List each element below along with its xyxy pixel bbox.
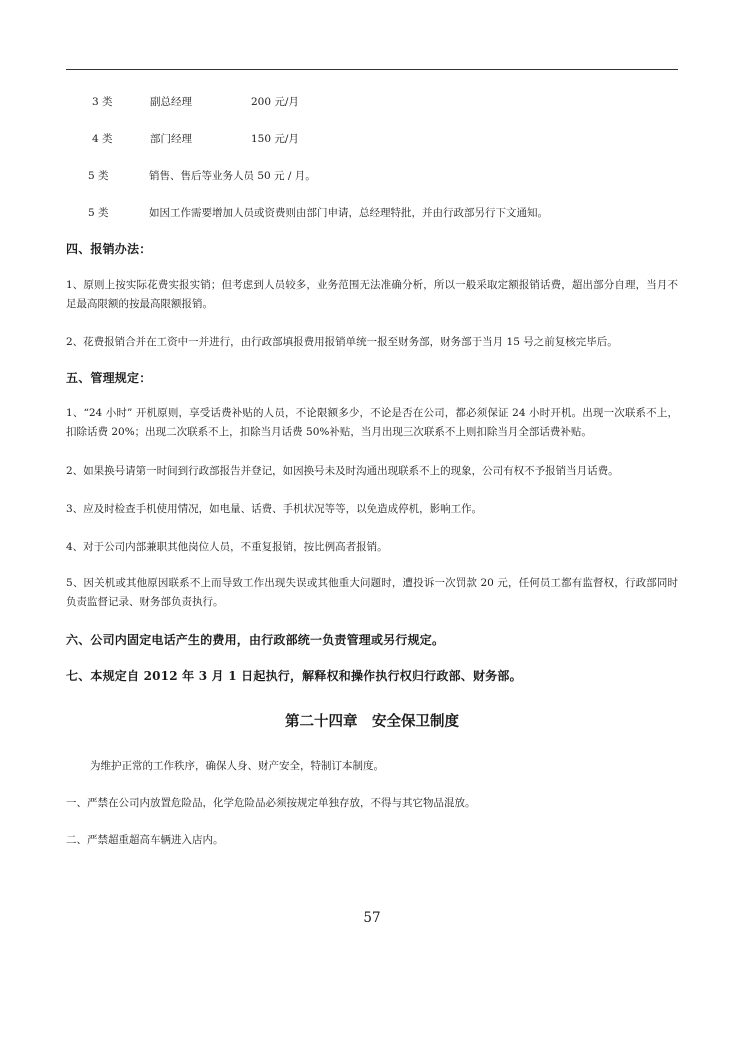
section-heading-5: 五、管理规定： — [66, 371, 152, 385]
tier-desc: 销售、售后等业务人员 50 元 / 月。 — [149, 170, 316, 182]
tier-class: 5 类 — [88, 207, 109, 219]
tier-desc: 如因工作需要增加人员或资费则由部门申请，总经理特批，并由行政部另行下文通知。 — [149, 207, 548, 219]
tier-class: 5 类 — [88, 170, 109, 182]
paragraph: 1、“24 小时” 开机原则，享受话费补贴的人员，不论限额多少，不论是否在公司，都必须保证 24 小时开机。出现一次联系不上，扣除话费 20%；出现二次联系不上，扣除当月话费 50%补贴，当月出现三次联系不上则扣除当月全部话费补贴。 — [66, 407, 678, 438]
tier-row-5b — [0, 205, 744, 221]
section-heading-7: 七、本规定自 2012 年 3 月 1 日起执行，解释权和操作执行权归行政部、财务部。 — [66, 669, 522, 683]
paragraph: 4、对于公司内部兼职其他岗位人员，不重复报销，按比例高者报销。 — [66, 541, 388, 553]
tier-role: 副总经理 — [150, 96, 192, 108]
section-heading-6: 六、公司内固定电话产生的费用，由行政部统一负责管理或另行规定。 — [66, 633, 445, 647]
paragraph: 2、花费报销合并在工资中一并进行，由行政部填报费用报销单统一报至财务部，财务部于当月 15 号之前复核完毕后。 — [66, 336, 618, 348]
tier-row-3 — [0, 94, 744, 110]
chapter-item-1: 一、严禁在公司内放置危险品，化学危险品必须按规定单独存放，不得与其它物品混放。 — [66, 797, 476, 809]
section-heading-4: 四、报销办法： — [66, 242, 152, 256]
chapter-item-2: 二、严禁超重超高车辆进入店内。 — [66, 834, 224, 846]
tier-role: 部门经理 — [150, 133, 192, 145]
paragraph: 1、原则上按实际花费实报实销；但考虑到人员较多，业务范围无法准确分析，所以一般采取定额报销话费，超出部分自理，当月不足最高限额的按最高限额报销。 — [66, 279, 678, 310]
chapter-title: 第二十四章 安全保卫制度 — [285, 713, 459, 730]
tier-class: 4 类 — [92, 133, 113, 145]
paragraph: 3、应及时检查手机使用情况，如电量、话费、手机状况等等，以免造成停机，影响工作。 — [66, 503, 483, 515]
chapter-intro: 为维护正常的工作秩序，确保人身、财产安全，特制订本制度。 — [90, 760, 384, 772]
tier-amount: 150 元/月 — [251, 133, 299, 145]
page-number: 57 — [363, 910, 381, 926]
header-rule — [66, 69, 678, 70]
tier-row-4 — [0, 131, 744, 147]
paragraph: 2、如果换号请第一时间到行政部报告并登记，如因换号未及时沟通出现联系不上的现象，公司有权不予报销当月话费。 — [66, 465, 619, 477]
tier-row-5a — [0, 168, 744, 184]
paragraph: 5、因关机或其他原因联系不上而导致工作出现失误或其他重大问题时，遭投诉一次罚款 20 元，任何员工都有监督权，行政部同时负责监督记录、财务部负责执行。 — [66, 577, 678, 608]
tier-class: 3 类 — [92, 96, 113, 108]
tier-amount: 200 元/月 — [251, 96, 299, 108]
